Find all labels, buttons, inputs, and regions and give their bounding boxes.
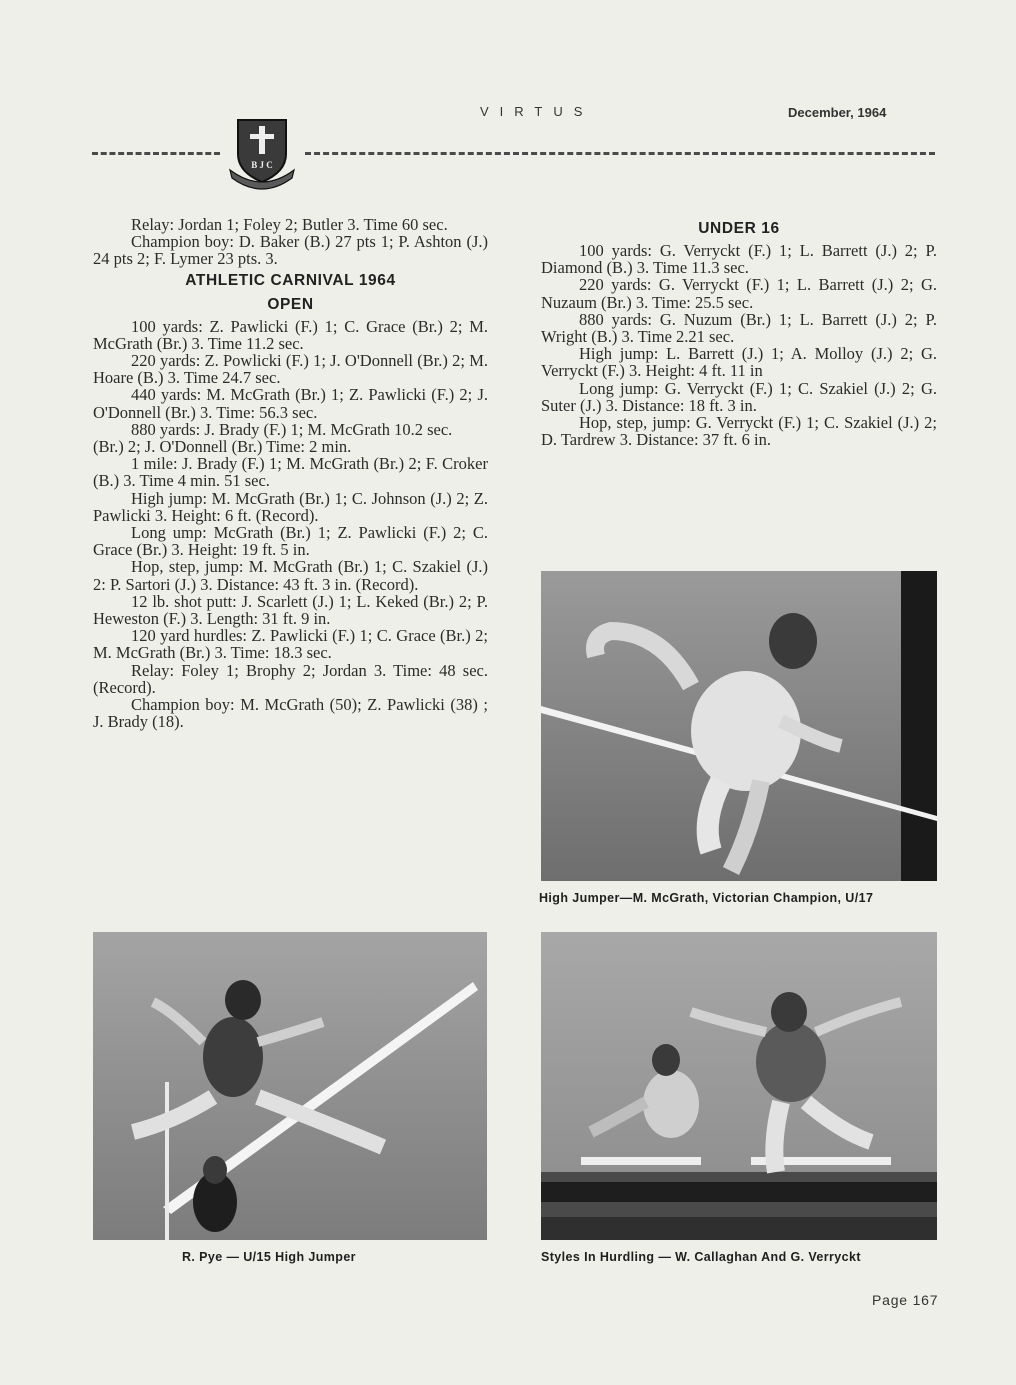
event-result: Long ump: McGrath (Br.) 1; Z. Pawlicki (F.) 2; C. Grace (Br.) 3. Height: 19 ft. 5 in. <box>93 523 488 560</box>
header-rule-left <box>92 152 220 155</box>
event-result: 220 yards: G. Verryckt (F.) 1; L. Barrett (J.) 2; G. Nuzaum (Br.) 3. Time: 25.5 sec. <box>541 275 937 312</box>
event-result: 1 mile: J. Brady (F.) 1; M. McGrath (Br.) 2; F. Croker (B.) 3. Time 4 min. 51 sec. <box>93 454 488 491</box>
event-result: Hop, step, jump: M. McGrath (Br.) 1; C. Szakiel (J.) 2: P. Sartori (J.) 3. Distance: 43 ft. 3 in. (Record). <box>93 557 488 594</box>
photo-high-jumper-pye <box>93 932 487 1240</box>
event-result: 440 yards: M. McGrath (Br.) 1; Z. Pawlicki (F.) 2; J. O'Donnell (Br.) 3. Time: 56.3 sec. <box>93 385 488 422</box>
event-result: High jump: M. McGrath (Br.) 1; C. Johnson (J.) 2; Z. Pawlicki 3. Height: 6 ft. (Record). <box>93 488 488 525</box>
photo-hurdlers <box>541 932 937 1240</box>
event-result: 100 yards: G. Verryckt (F.) 1; L. Barrett (J.) 2; P. Diamond (B.) 3. Time 11.3 sec. <box>541 241 937 278</box>
event-result: High jump: L. Barrett (J.) 1; A. Molloy (J.) 2; G. Verryckt (F.) 3. Height: 4 ft. 11 in <box>541 344 937 381</box>
left-text-column <box>93 216 488 730</box>
header-rule-right <box>305 152 935 155</box>
svg-text:B J C: B J C <box>251 160 273 170</box>
event-result: 220 yards: Z. Powlicki (F.) 1; J. O'Donnell (Br.) 2; M. Hoare (B.) 3. Time 24.7 sec. <box>93 351 488 388</box>
photo-caption: Styles In Hurdling — W. Callaghan And G. Verryckt <box>541 1250 861 1264</box>
event-result: 880 yards: G. Nuzum (Br.) 1; L. Barrett (J.) 2; P. Wright (B.) 3. Time 2.21 sec. <box>541 309 937 347</box>
event-result: (Br.) 2; J. O'Donnell (Br.) Time: 2 min. <box>93 437 352 457</box>
section-heading-open: OPEN <box>267 295 314 313</box>
event-result: 12 lb. shot putt: J. Scarlett (J.) 1; L. Keked (Br.) 2; P. Heweston (F.) 3. Length: 31 ft. 9 in. <box>93 591 488 629</box>
event-result: 100 yards: Z. Pawlicki (F.) 1; C. Grace (Br.) 2; M. McGrath (Br.) 3. Time 11.2 sec. <box>93 316 488 353</box>
right-text-column <box>541 216 937 448</box>
issue-date: December, 1964 <box>788 105 887 120</box>
event-result: Hop, step, jump: G. Verryckt (F.) 1; C. Szakiel (J.) 2; D. Tardrew 3. Distance: 37 ft. 6 in. <box>541 413 937 450</box>
event-result: 120 yard hurdles: Z. Pawlicki (F.) 1; C. Grace (Br.) 2; M. McGrath (Br.) 3. Time: 18.3 sec. <box>93 626 488 663</box>
event-result: Champion boy: M. McGrath (50); Z. Pawlicki (38) ; J. Brady (18). <box>93 695 488 732</box>
section-heading-under-16: UNDER 16 <box>698 220 780 237</box>
page-number: Page 167 <box>872 1292 939 1308</box>
event-result: Relay: Foley 1; Brophy 2; Jordan 3. Time: 48 sec. (Record). <box>93 660 488 697</box>
school-crest-logo <box>226 112 298 190</box>
section-heading-carnival: ATHLETIC CARNIVAL 1964 <box>185 271 396 289</box>
event-result: Long jump: G. Verryckt (F.) 1; C. Szakiel (J.) 2; G. Suter (J.) 3. Distance: 18 ft. 3 in. <box>541 378 937 415</box>
junior-champion-result: Champion boy: D. Baker (B.) 27 pts 1; P. Ashton (J.) 24 pts 2; F. Lymer 23 pts. 3. <box>93 232 488 269</box>
photo-high-jumper-mcgrath <box>541 571 937 881</box>
photo-caption: R. Pye — U/15 High Jumper <box>182 1250 356 1264</box>
photo-caption: High Jumper—M. McGrath, Victorian Champion, U/17 <box>539 891 874 905</box>
magazine-title: VIRTUS <box>480 104 594 119</box>
junior-relay-result: Relay: Jordan 1; Foley 2; Butler 3. Time 60 sec. <box>131 215 448 234</box>
event-result: 880 yards: J. Brady (F.) 1; M. McGrath 10.2 sec. <box>131 419 453 439</box>
